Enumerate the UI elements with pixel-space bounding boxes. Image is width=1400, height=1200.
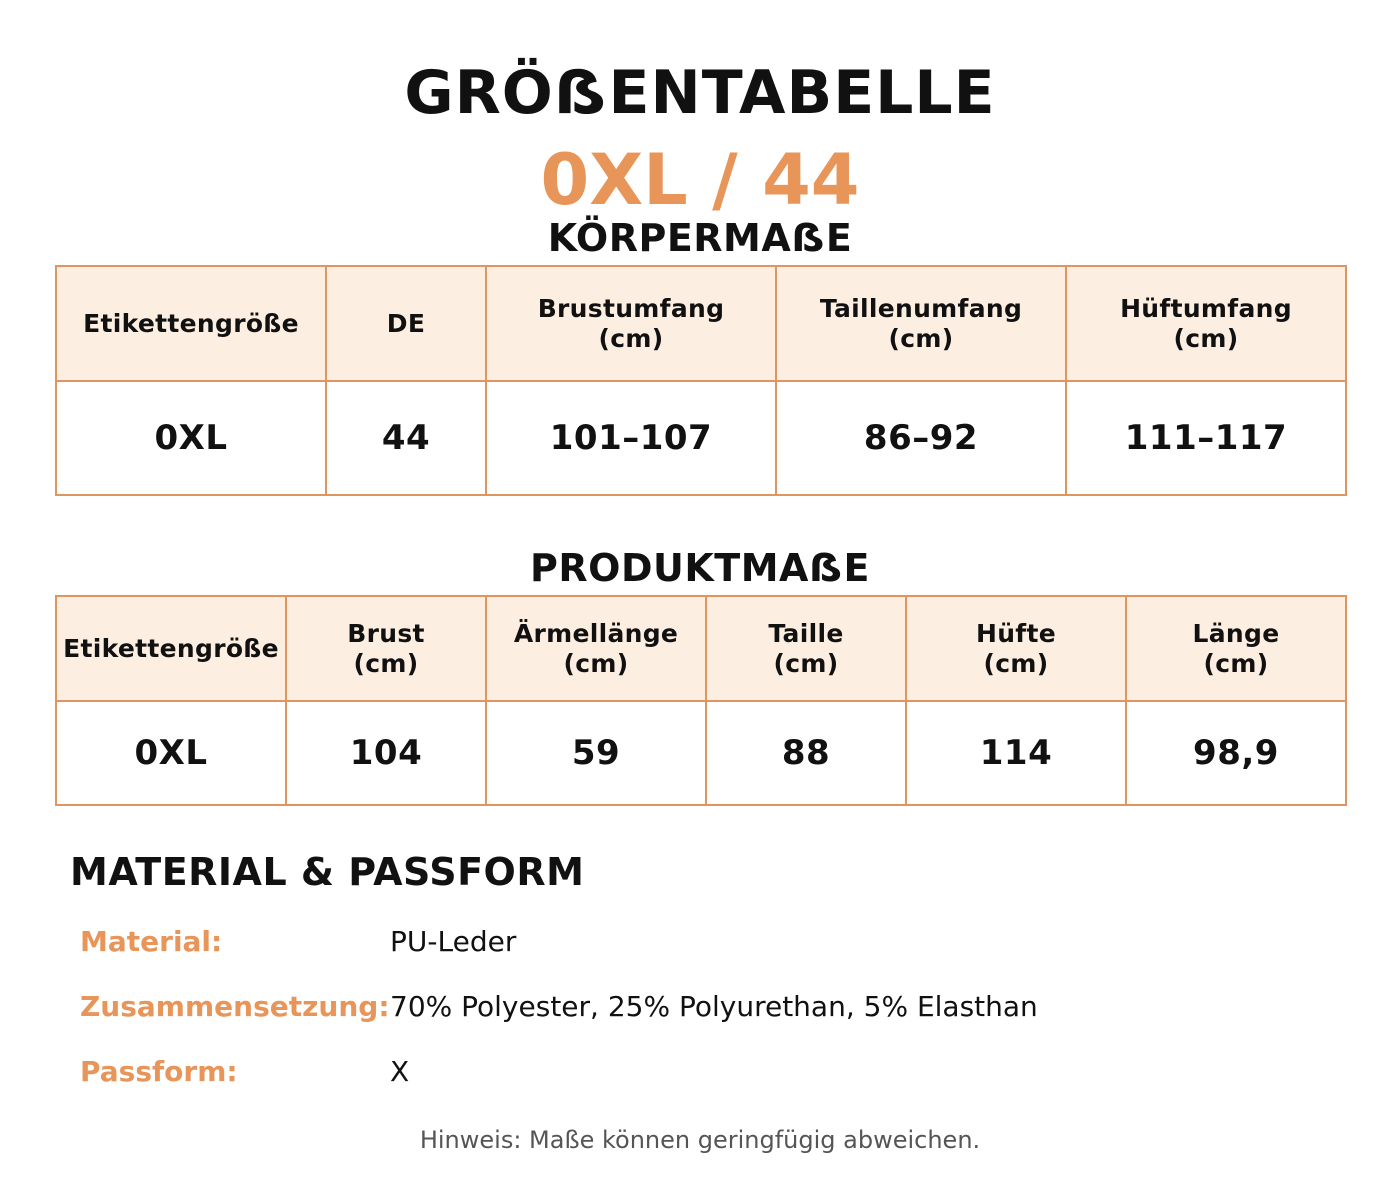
fit-value: X — [390, 1055, 410, 1088]
body-measurements-table — [55, 265, 1347, 496]
cell-chest: 104 — [286, 701, 486, 805]
header-cell-sleeve-length: Ärmellänge (cm) — [486, 596, 706, 701]
cell-hip: 111–117 — [1066, 381, 1346, 495]
product-measurements-title: PRODUKTMAẞE — [530, 546, 870, 590]
composition-value: 70% Polyester, 25% Polyurethan, 5% Elasthan — [390, 990, 1038, 1023]
cell-waist: 86–92 — [776, 381, 1066, 495]
header-cell-de: DE — [326, 266, 486, 381]
header-cell-length: Länge (cm) — [1126, 596, 1346, 701]
header-cell-label-size: Etikettengröße — [56, 266, 326, 381]
table-header-row — [56, 596, 1346, 701]
page-title: GRÖẞENTABELLE — [404, 58, 996, 128]
fit-key: Passform: — [80, 1055, 238, 1088]
header-cell-label-size: Etikettengröße — [56, 596, 286, 701]
header-cell-hip: Hüfte (cm) — [906, 596, 1126, 701]
header-cell-chest: Brustumfang (cm) — [486, 266, 776, 381]
cell-chest: 101–107 — [486, 381, 776, 495]
cell-length: 98,9 — [1126, 701, 1346, 805]
material-key: Material: — [80, 925, 223, 958]
fit-row — [80, 1052, 1320, 1092]
table-header-row — [56, 266, 1346, 381]
material-row — [80, 922, 1320, 962]
material-fit-title: MATERIAL & PASSFORM — [70, 850, 585, 894]
header-cell-waist: Taille (cm) — [706, 596, 906, 701]
cell-hip: 114 — [906, 701, 1126, 805]
table-row — [56, 701, 1346, 805]
composition-row — [80, 987, 1320, 1027]
cell-waist: 88 — [706, 701, 906, 805]
product-measurements-table — [55, 595, 1347, 806]
composition-key: Zusammensetzung: — [80, 990, 390, 1023]
body-measurements-title: KÖRPERMAẞE — [547, 216, 853, 260]
header-cell-hip: Hüftumfang (cm) — [1066, 266, 1346, 381]
header-cell-waist: Taillenumfang (cm) — [776, 266, 1066, 381]
cell-sleeve-length: 59 — [486, 701, 706, 805]
cell-de: 44 — [326, 381, 486, 495]
header-cell-chest: Brust (cm) — [286, 596, 486, 701]
disclaimer-note: Hinweis: Maße können geringfügig abweichen. — [419, 1126, 981, 1154]
cell-label-size: 0XL — [56, 701, 286, 805]
table-row — [56, 381, 1346, 495]
material-value: PU-Leder — [390, 925, 517, 958]
size-label: 0XL / 44 — [540, 139, 860, 221]
cell-label-size: 0XL — [56, 381, 326, 495]
